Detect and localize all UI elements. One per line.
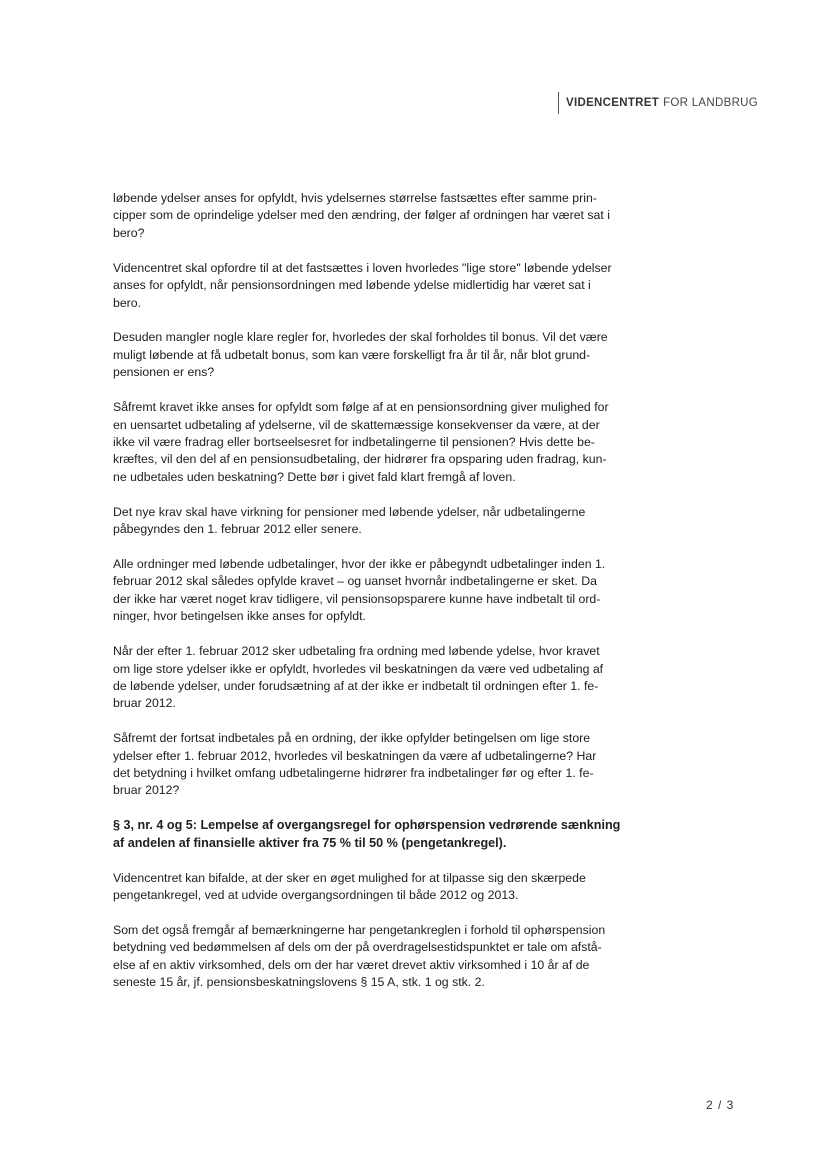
paragraph <box>113 329 643 381</box>
paragraph-line: ne udbetales uden beskatning? Dette bør i givet fald klart fremgå af loven. <box>113 469 516 484</box>
paragraph-line: seneste 15 år, jf. pensionsbeskatningslovens § 15 A, stk. 1 og stk. 2. <box>113 975 485 990</box>
paragraph-line: betydning ved bedømmelsen af dels om der på overdragelsestidspunktet er tale om afstå- <box>113 940 602 955</box>
paragraph-line: pensionen er ens? <box>113 365 215 380</box>
paragraph-line: Desuden mangler nogle klare regler for, hvorledes der skal forholdes til bonus. Vil det være <box>113 330 608 345</box>
paragraph-line: Når der efter 1. februar 2012 sker udbetaling fra ordning med løbende ydelse, hvor kravet <box>113 644 600 659</box>
paragraph <box>113 556 643 626</box>
paragraph-line: løbende ydelser anses for opfyldt, hvis ydelsernes størrelse fastsættes efter samme prin- <box>113 191 597 205</box>
paragraph <box>113 190 643 242</box>
paragraph <box>113 730 643 800</box>
paragraph-line: der ikke har været noget krav tidligere, vil pensionsopsparere kunne have indbetalt til ord- <box>113 591 601 606</box>
letterhead-org-rest: FOR LANDBRUG <box>663 97 759 109</box>
paragraph-line: bruar 2012? <box>113 783 180 798</box>
paragraph <box>113 399 643 486</box>
paragraph-line: ydelser efter 1. februar 2012, hvorledes vil beskatningen da være af udbetalingerne? Har <box>113 748 597 763</box>
paragraph-line: pengetankregel, ved at udvide overgangsordningen til både 2012 og 2013. <box>113 888 519 903</box>
paragraph-line: bero. <box>113 295 142 310</box>
paragraph-line: bero? <box>113 225 145 240</box>
paragraph-line: Videncentret skal opfordre til at det fastsættes i loven hvorledes "lige store" løbende ydelser <box>113 260 612 275</box>
paragraph <box>113 260 643 312</box>
paragraph-line: Alle ordninger med løbende udbetalinger, hvor der ikke er påbegyndt udbetalinger inden 1. <box>113 557 606 571</box>
paragraph <box>113 504 643 539</box>
paragraph-line: bruar 2012. <box>113 696 176 711</box>
section-heading-line: § 3, nr. 4 og 5: Lempelse af overgangsregel for ophørspension vedrørende sænkning <box>113 818 621 833</box>
letterhead-divider <box>558 92 559 114</box>
paragraph-line: Som det også fremgår af bemærkningerne har pengetankreglen i forhold til ophørspension <box>113 923 606 937</box>
paragraph-line: ninger, hvor betingelsen ikke anses for opfyldt. <box>113 609 366 624</box>
section-heading <box>113 817 643 852</box>
paragraph-group-section <box>113 870 643 992</box>
paragraph-group-main <box>113 190 643 800</box>
paragraph <box>113 643 643 713</box>
paragraph-line: ikke vil være fradrag eller bortseelsesret for indbetalingerne til pensionen? Hvis dette be- <box>113 434 595 449</box>
paragraph <box>113 870 643 905</box>
paragraph-line: anses for opfyldt, når pensionsordningen med løbende ydelse midlertidig har været sat i <box>113 278 591 293</box>
paragraph-line: en uensartet udbetaling af ydelserne, vil de skattemæssige konsekvenser da være, at der <box>113 417 600 432</box>
section-heading-line: af andelen af finansielle aktiver fra 75 % til 50 % (pengetankregel). <box>113 835 507 850</box>
paragraph-line: Såfremt der fortsat indbetales på en ordning, der ikke opfylder betingelsen om lige store <box>113 731 591 746</box>
paragraph-line: Videncentret kan bifalde, at der sker en øget mulighed for at tilpasse sig den skærpede <box>113 870 586 885</box>
document-body <box>113 190 643 1009</box>
paragraph-line: muligt løbende at få udbetalt bonus, som kan være forskelligt fra år til år, når blot grund- <box>113 347 591 362</box>
paragraph-line: kræftes, vil den del af en pensionsudbetaling, der hidrører fra opsparing uden fradrag, kun- <box>113 452 607 467</box>
paragraph-line: cipper som de oprindelige ydelser med den ændring, der følger af ordningen har været sat i <box>113 208 610 223</box>
paragraph <box>113 922 643 992</box>
paragraph-line: februar 2012 skal således opfylde kravet – og uanset hvornår indbetalingerne er sket. Da <box>113 574 597 589</box>
paragraph-line: om lige store ydelser ikke er opfyldt, hvorledes vil beskatningen da være ved udbetaling af <box>113 661 604 676</box>
paragraph-line: Såfremt kravet ikke anses for opfyldt som følge af at en pensionsordning giver mulighed for <box>113 400 609 415</box>
paragraph-line: påbegyndes den 1. februar 2012 eller senere. <box>113 522 362 537</box>
paragraph-line: else af en aktiv virksomhed, dels om der har været drevet aktiv virksomhed i 10 år af de <box>113 957 590 972</box>
letterhead-org-strong: VIDENCENTRET <box>566 97 660 109</box>
paragraph-line: Det nye krav skal have virkning for pensioner med løbende ydelser, når udbetalingerne <box>113 504 586 519</box>
page-number: 2 / 3 <box>706 1098 735 1112</box>
paragraph-line: det betydning i hvilket omfang udbetalingerne hidrører fra indbetalinger før og efter 1. fe- <box>113 766 594 781</box>
letterhead <box>558 92 758 114</box>
paragraph-line: de løbende ydelser, under forudsætning af at der ikke er indbetalt til ordningen efter 1. fe- <box>113 678 599 693</box>
